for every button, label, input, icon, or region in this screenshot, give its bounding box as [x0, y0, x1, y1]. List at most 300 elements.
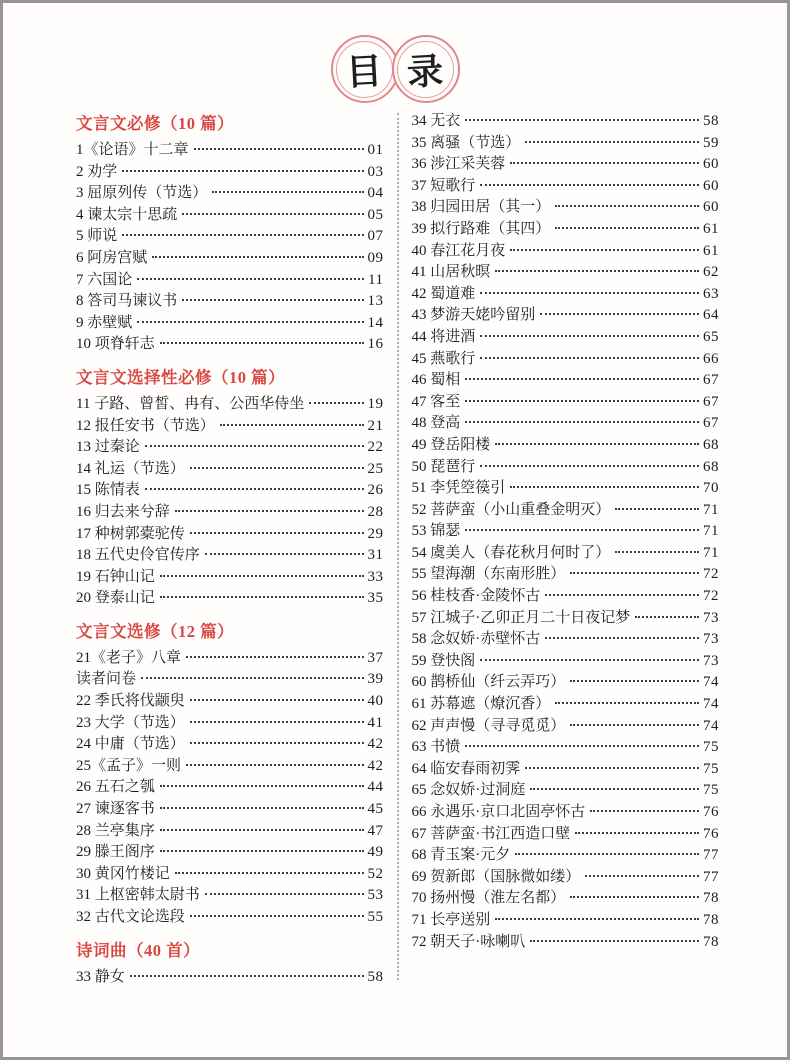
toc-entry-page: 75 [703, 760, 719, 777]
toc-entry-label: 5 师说 [76, 228, 118, 245]
toc-entry [412, 500, 720, 522]
toc-entry-label: 12 报任安书（节选） [76, 417, 215, 434]
toc-entry-page: 16 [367, 336, 384, 353]
toc-column-right [412, 111, 720, 988]
dot-leader [480, 465, 699, 467]
toc-entry-page: 67 [703, 372, 719, 389]
toc-entry [412, 219, 720, 241]
dot-leader [555, 227, 699, 229]
toc-entry [76, 437, 384, 459]
toc-entry-page: 70 [703, 480, 719, 497]
toc-entry-label: 53 锦瑟 [411, 523, 461, 540]
toc-entry-page: 14 [367, 314, 384, 331]
dot-leader [525, 767, 699, 769]
toc-entry [76, 480, 384, 502]
toc-entry-label: 51 李凭箜篌引 [411, 480, 506, 497]
toc-entry [412, 824, 720, 846]
toc-entry [412, 932, 720, 954]
toc-entry-page: 67 [703, 415, 719, 432]
dot-leader [510, 249, 699, 251]
toc-entry-page: 59 [703, 134, 719, 151]
toc-entry-label: 2 劝学 [76, 163, 118, 180]
toc-entry [412, 154, 720, 176]
toc-entry-label: 22 季氏将伐颛臾 [76, 693, 185, 710]
dot-leader [555, 205, 699, 207]
toc-entry [412, 867, 720, 889]
dot-leader [175, 872, 364, 874]
toc-entry-page: 44 [367, 779, 384, 796]
toc-entry-page: 01 [367, 142, 384, 158]
toc-entry-page: 76 [703, 825, 719, 842]
toc-entry-page: 73 [703, 609, 719, 626]
dot-leader [130, 975, 364, 977]
dot-leader [186, 764, 363, 766]
toc-entry [412, 435, 720, 457]
dot-leader [137, 321, 363, 323]
toc-entry [412, 413, 720, 435]
toc-entry-label: 7 六国论 [76, 271, 133, 288]
dot-leader [175, 510, 364, 512]
dot-leader [190, 699, 364, 701]
toc-entry [76, 248, 384, 270]
toc-entry-page: 74 [703, 717, 719, 734]
toc-entry [76, 162, 384, 184]
toc-entry-label: 24 中庸（节选） [76, 736, 185, 753]
toc-entry-label: 70 扬州慢（淮左名都） [411, 890, 566, 907]
toc-entry-page: 39 [367, 671, 384, 688]
toc-entry [76, 313, 384, 335]
dot-leader [190, 915, 364, 917]
toc-entry-page: 26 [367, 482, 384, 499]
toc-entry-label: 44 将进酒 [411, 328, 476, 345]
toc-entry [76, 669, 384, 691]
toc-entry-label: 15 陈情表 [76, 482, 140, 499]
toc-entry-page: 75 [703, 739, 719, 756]
toc-entry-page: 68 [703, 436, 719, 453]
section-header: 文言文选择性必修（10 篇） [76, 367, 286, 387]
toc-entry [76, 885, 384, 907]
toc-entry [76, 734, 384, 756]
dot-leader [190, 532, 364, 534]
toc-entry-label: 19 石钟山记 [76, 568, 155, 585]
toc-entry-label: 64 临安春雨初霁 [411, 760, 521, 777]
toc-entry-label: 55 望海潮（东南形胜） [411, 566, 566, 583]
toc-entry-page: 66 [703, 350, 719, 367]
toc-entry [412, 629, 720, 651]
dot-leader [515, 853, 699, 855]
dot-leader [465, 378, 699, 380]
dot-leader [137, 278, 364, 280]
dot-leader [615, 508, 699, 510]
toc-entry [412, 802, 720, 824]
dot-leader [590, 810, 699, 812]
dot-leader [495, 918, 699, 920]
toc-entry-page: 13 [367, 293, 384, 310]
toc-entry-page: 72 [703, 566, 719, 583]
toc-entry-page: 71 [703, 544, 719, 561]
dot-leader [465, 421, 699, 423]
toc-entry [412, 608, 720, 630]
dot-leader [545, 594, 699, 596]
toc-entry [76, 183, 384, 205]
toc-entry [76, 588, 384, 610]
dot-leader [182, 299, 363, 301]
toc-entry [76, 226, 384, 248]
dot-leader [585, 875, 699, 877]
toc-entry-label: 13 过秦论 [76, 439, 140, 456]
toc-entry [412, 327, 720, 349]
toc-entry-label: 43 梦游天姥吟留别 [411, 307, 536, 324]
toc-entry [412, 133, 720, 155]
dot-leader [190, 721, 364, 723]
toc-entry-page: 60 [703, 177, 719, 194]
toc-entry-label: 40 春江花月夜 [411, 242, 506, 259]
title-circle-left [331, 35, 399, 103]
toc-entry [412, 564, 720, 586]
toc-entry [412, 176, 720, 198]
toc-entry [76, 270, 384, 292]
dot-leader [186, 656, 363, 658]
toc-entry-page: 58 [367, 968, 384, 985]
toc-entry-page: 71 [703, 523, 719, 540]
toc-entry [412, 111, 720, 133]
toc-entry [76, 291, 384, 313]
toc-entry-label: 32 古代文论选段 [76, 909, 185, 925]
toc-entry [412, 241, 720, 263]
toc-entry [76, 756, 384, 778]
toc-entry [412, 305, 720, 327]
dot-leader [615, 551, 699, 553]
dot-leader [530, 788, 699, 790]
toc-entry [76, 205, 384, 227]
toc-entry-label: 58 念奴娇·赤壁怀古 [411, 631, 541, 648]
dot-leader [570, 572, 699, 574]
toc-entry [412, 888, 720, 910]
toc-entry-page: 78 [703, 933, 719, 950]
toc-entry-label: 71 长亭送别 [411, 911, 491, 928]
dot-leader [495, 270, 699, 272]
toc-entry-label: 65 念奴娇·过洞庭 [411, 782, 526, 799]
toc-entry-page: 72 [703, 588, 719, 605]
toc-entry-label: 9 赤壁赋 [76, 314, 133, 331]
toc-entry [412, 521, 720, 543]
toc-entry-label: 45 燕歌行 [411, 350, 476, 367]
toc-entry [76, 777, 384, 799]
toc-entry-page: 68 [703, 458, 719, 475]
toc-entry-page: 60 [703, 199, 719, 216]
dot-leader [480, 184, 699, 186]
dot-leader [510, 486, 699, 488]
dot-leader [152, 256, 363, 258]
dot-leader [182, 213, 363, 215]
toc-entry [76, 821, 384, 843]
toc-entry-page: 55 [367, 909, 384, 925]
toc-entry-label: 读者问卷 [76, 671, 137, 688]
toc-entry [412, 262, 720, 284]
toc-entry [412, 586, 720, 608]
toc-entry [412, 197, 720, 219]
toc-entry-label: 52 菩萨蛮（小山重叠金明灭） [411, 501, 611, 518]
toc-entry-label: 1《论语》十二章 [76, 142, 189, 158]
toc-entry-page: 77 [703, 847, 719, 864]
toc-entry [76, 334, 384, 356]
toc-entry-page: 78 [703, 890, 719, 907]
toc-entry [76, 567, 384, 589]
toc-entry [76, 502, 384, 524]
toc-entry-page: 25 [367, 460, 384, 477]
dot-leader [545, 637, 699, 639]
toc-entry-label: 10 项脊轩志 [76, 336, 155, 353]
toc-entry-label: 66 永遇乐·京口北固亭怀古 [411, 804, 586, 820]
toc-entry-label: 48 登高 [411, 415, 461, 432]
toc-entry [412, 349, 720, 371]
dot-leader [510, 162, 699, 164]
dot-leader [190, 467, 364, 469]
toc-entry-label: 35 离骚（节选） [411, 134, 521, 151]
toc-entry-label: 14 礼运（节选） [76, 460, 185, 477]
toc-entry-label: 42 蜀道难 [411, 285, 476, 302]
toc-entry-label: 49 登岳阳楼 [411, 436, 491, 453]
toc-entry-page: 61 [703, 242, 719, 259]
toc-entry [412, 780, 720, 802]
toc-entry-label: 34 无衣 [411, 113, 461, 129]
toc-entry [412, 759, 720, 781]
dot-leader [309, 402, 363, 404]
toc-entry-label: 20 登泰山记 [76, 590, 155, 607]
toc-entry-label: 11 子路、曾皙、冉有、公西华侍坐 [76, 395, 305, 412]
toc-entry [412, 543, 720, 565]
toc-entry [412, 284, 720, 306]
toc-entry-page: 21 [367, 417, 384, 434]
toc-entry-label: 26 五石之瓠 [76, 779, 155, 796]
toc-entry-page: 47 [367, 822, 384, 839]
toc-entry-label: 72 朝天子·咏喇叭 [411, 933, 526, 950]
dot-leader [160, 342, 364, 344]
toc-entry-label: 23 大学（节选） [76, 714, 185, 731]
toc-entry-label: 16 归去来兮辞 [76, 503, 170, 520]
toc-entry [412, 737, 720, 759]
page-title [3, 33, 787, 105]
title-circle-right-inner-ring [397, 41, 454, 98]
toc-entry-page: 73 [703, 631, 719, 648]
toc-entry-label: 46 蜀相 [411, 372, 461, 389]
toc-entry-label: 62 声声慢（寻寻觅觅） [411, 717, 566, 734]
title-char-lu: 录 [406, 49, 445, 94]
dot-leader [465, 119, 699, 121]
dot-leader [570, 724, 699, 726]
toc-entry-page: 63 [703, 285, 719, 302]
toc-entry [76, 907, 384, 929]
toc-entry [76, 713, 384, 735]
toc-entry-label: 59 登快阁 [411, 652, 476, 669]
toc-entry-page: 78 [703, 911, 719, 928]
dot-leader [160, 575, 364, 577]
toc-entry [412, 478, 720, 500]
dot-leader [145, 445, 364, 447]
toc-entry-label: 30 黄冈竹楼记 [76, 865, 170, 882]
toc-entry-page: 19 [367, 395, 384, 412]
toc-entry-label: 68 青玉案·元夕 [411, 847, 511, 864]
toc-entry-page: 58 [703, 113, 719, 129]
toc-entry-page: 64 [703, 307, 719, 324]
toc-entry-label: 18 五代史伶官传序 [76, 547, 200, 564]
section-header: 文言文选修（12 篇） [76, 621, 235, 641]
toc-entry-page: 04 [367, 185, 384, 202]
toc-entry-label: 39 拟行路难（其四） [411, 220, 551, 237]
toc-entry [76, 545, 384, 567]
dot-leader [480, 659, 699, 661]
toc-entry-page: 49 [367, 844, 384, 861]
toc-entry-page: 74 [703, 696, 719, 713]
toc-entry [412, 457, 720, 479]
dot-leader [160, 829, 364, 831]
toc-entry-page: 07 [367, 228, 384, 245]
toc-entry-page: 22 [367, 439, 384, 456]
toc-entry-page: 33 [367, 568, 384, 585]
toc-entry [412, 392, 720, 414]
toc-entry-label: 63 书愤 [411, 739, 461, 756]
dot-leader [555, 702, 699, 704]
dot-leader [465, 400, 699, 402]
toc-entry-label: 28 兰亭集序 [76, 822, 155, 839]
dot-leader [570, 680, 699, 682]
toc-entry-label: 33 静女 [76, 968, 125, 985]
toc-entry-label: 25《孟子》一则 [76, 757, 182, 774]
toc-entry-label: 41 山居秋暝 [411, 264, 491, 281]
toc-entry-page: 71 [703, 501, 719, 518]
dot-leader [122, 170, 363, 172]
toc-entry-label: 38 归园田居（其一） [411, 199, 551, 216]
toc-entry-page: 09 [367, 249, 384, 266]
toc-entry-page: 29 [367, 525, 384, 542]
dot-leader [141, 677, 363, 679]
column-divider [397, 113, 399, 980]
toc-entry-label: 57 江城子·乙卯正月二十日夜记梦 [411, 609, 631, 626]
toc-entry-label: 56 桂枝香·金陵怀古 [411, 588, 541, 605]
dot-leader [480, 357, 699, 359]
toc-entry-page: 67 [703, 393, 719, 410]
toc-entry-label: 47 客至 [411, 393, 461, 410]
dot-leader [480, 335, 699, 337]
dot-leader [525, 141, 699, 143]
toc-entry-page: 52 [367, 865, 384, 882]
dot-leader [194, 148, 364, 150]
toc-entry-label: 29 滕王阁序 [76, 844, 155, 861]
toc-entry-page: 42 [367, 736, 384, 753]
toc-entry-page: 03 [367, 163, 384, 180]
toc-entry-label: 8 答司马谏议书 [76, 293, 178, 310]
toc-entry-label: 31 上枢密韩太尉书 [76, 887, 200, 904]
toc-entry-page: 42 [367, 757, 384, 774]
dot-leader [575, 832, 699, 834]
toc-entry-page: 45 [367, 801, 384, 818]
toc-entry-page: 74 [703, 674, 719, 691]
dot-leader [530, 940, 699, 942]
title-circle-left-inner-ring [336, 41, 393, 98]
dot-leader [190, 742, 364, 744]
dot-leader [160, 807, 364, 809]
dot-leader [160, 785, 364, 787]
dot-leader [205, 553, 364, 555]
toc-entry [76, 967, 384, 989]
section-header: 文言文必修（10 篇） [76, 114, 235, 133]
toc-entry-label: 36 涉江采芙蓉 [411, 156, 506, 173]
toc-entry [76, 864, 384, 886]
toc-entry-label: 61 苏幕遮（燎沉香） [411, 696, 551, 713]
toc-entry [76, 394, 384, 416]
toc-entry-page: 65 [703, 328, 719, 345]
toc-entry-page: 41 [367, 714, 384, 731]
toc-entry [412, 910, 720, 932]
toc-entry [412, 370, 720, 392]
toc-entry-label: 6 阿房宫赋 [76, 249, 148, 266]
toc-entry-label: 27 谏逐客书 [76, 801, 155, 818]
toc-column-left [76, 111, 384, 988]
toc-entry [412, 651, 720, 673]
dot-leader [160, 596, 364, 598]
dot-leader [480, 292, 699, 294]
dot-leader [495, 443, 699, 445]
toc-entry-page: 75 [703, 782, 719, 799]
dot-leader [465, 745, 699, 747]
toc-entry-page: 73 [703, 652, 719, 669]
dot-leader [122, 234, 363, 236]
toc-columns [3, 105, 787, 988]
toc-entry [76, 416, 384, 438]
toc-entry-page: 37 [367, 649, 384, 666]
toc-entry-label: 69 贺新郎（国脉微如缕） [411, 868, 581, 885]
toc-entry-page: 05 [367, 206, 384, 223]
toc-entry-label: 21《老子》八章 [76, 649, 182, 666]
toc-entry-page: 61 [703, 220, 719, 237]
dot-leader [635, 616, 699, 618]
toc-entry [76, 459, 384, 481]
dot-leader [212, 191, 363, 193]
toc-entry-page: 62 [703, 264, 719, 281]
toc-entry-page: 31 [367, 547, 384, 564]
toc-entry [412, 845, 720, 867]
dot-leader [160, 850, 364, 852]
toc-entry [76, 524, 384, 546]
toc-entry-page: 60 [703, 156, 719, 173]
toc-entry-label: 4 谏太宗十思疏 [76, 206, 178, 223]
toc-entry-label: 60 鹊桥仙（纤云弄巧） [411, 674, 566, 691]
dot-leader [465, 529, 699, 531]
toc-entry [412, 716, 720, 738]
toc-entry [76, 691, 384, 713]
toc-entry-page: 40 [367, 693, 384, 710]
dot-leader [540, 313, 699, 315]
toc-entry-page: 77 [703, 868, 719, 885]
dot-leader [220, 424, 364, 426]
dot-leader [205, 893, 364, 895]
toc-entry-page: 76 [703, 804, 719, 820]
toc-entry-label: 3 屈原列传（节选） [76, 185, 208, 202]
toc-entry-label: 54 虞美人（春花秋月何时了） [411, 544, 611, 561]
toc-entry-label: 67 菩萨蛮·书江西造口壁 [411, 825, 571, 842]
dot-leader [145, 488, 364, 490]
section-header: 诗词曲（40 首） [76, 940, 201, 960]
dot-leader [570, 896, 699, 898]
title-circle-right [392, 35, 460, 103]
toc-entry-page: 53 [367, 887, 384, 904]
toc-entry [412, 672, 720, 694]
toc-entry-page: 11 [368, 271, 384, 288]
toc-entry [76, 842, 384, 864]
toc-entry [412, 694, 720, 716]
toc-entry-page: 35 [367, 590, 384, 607]
title-char-mu: 目 [345, 49, 384, 94]
